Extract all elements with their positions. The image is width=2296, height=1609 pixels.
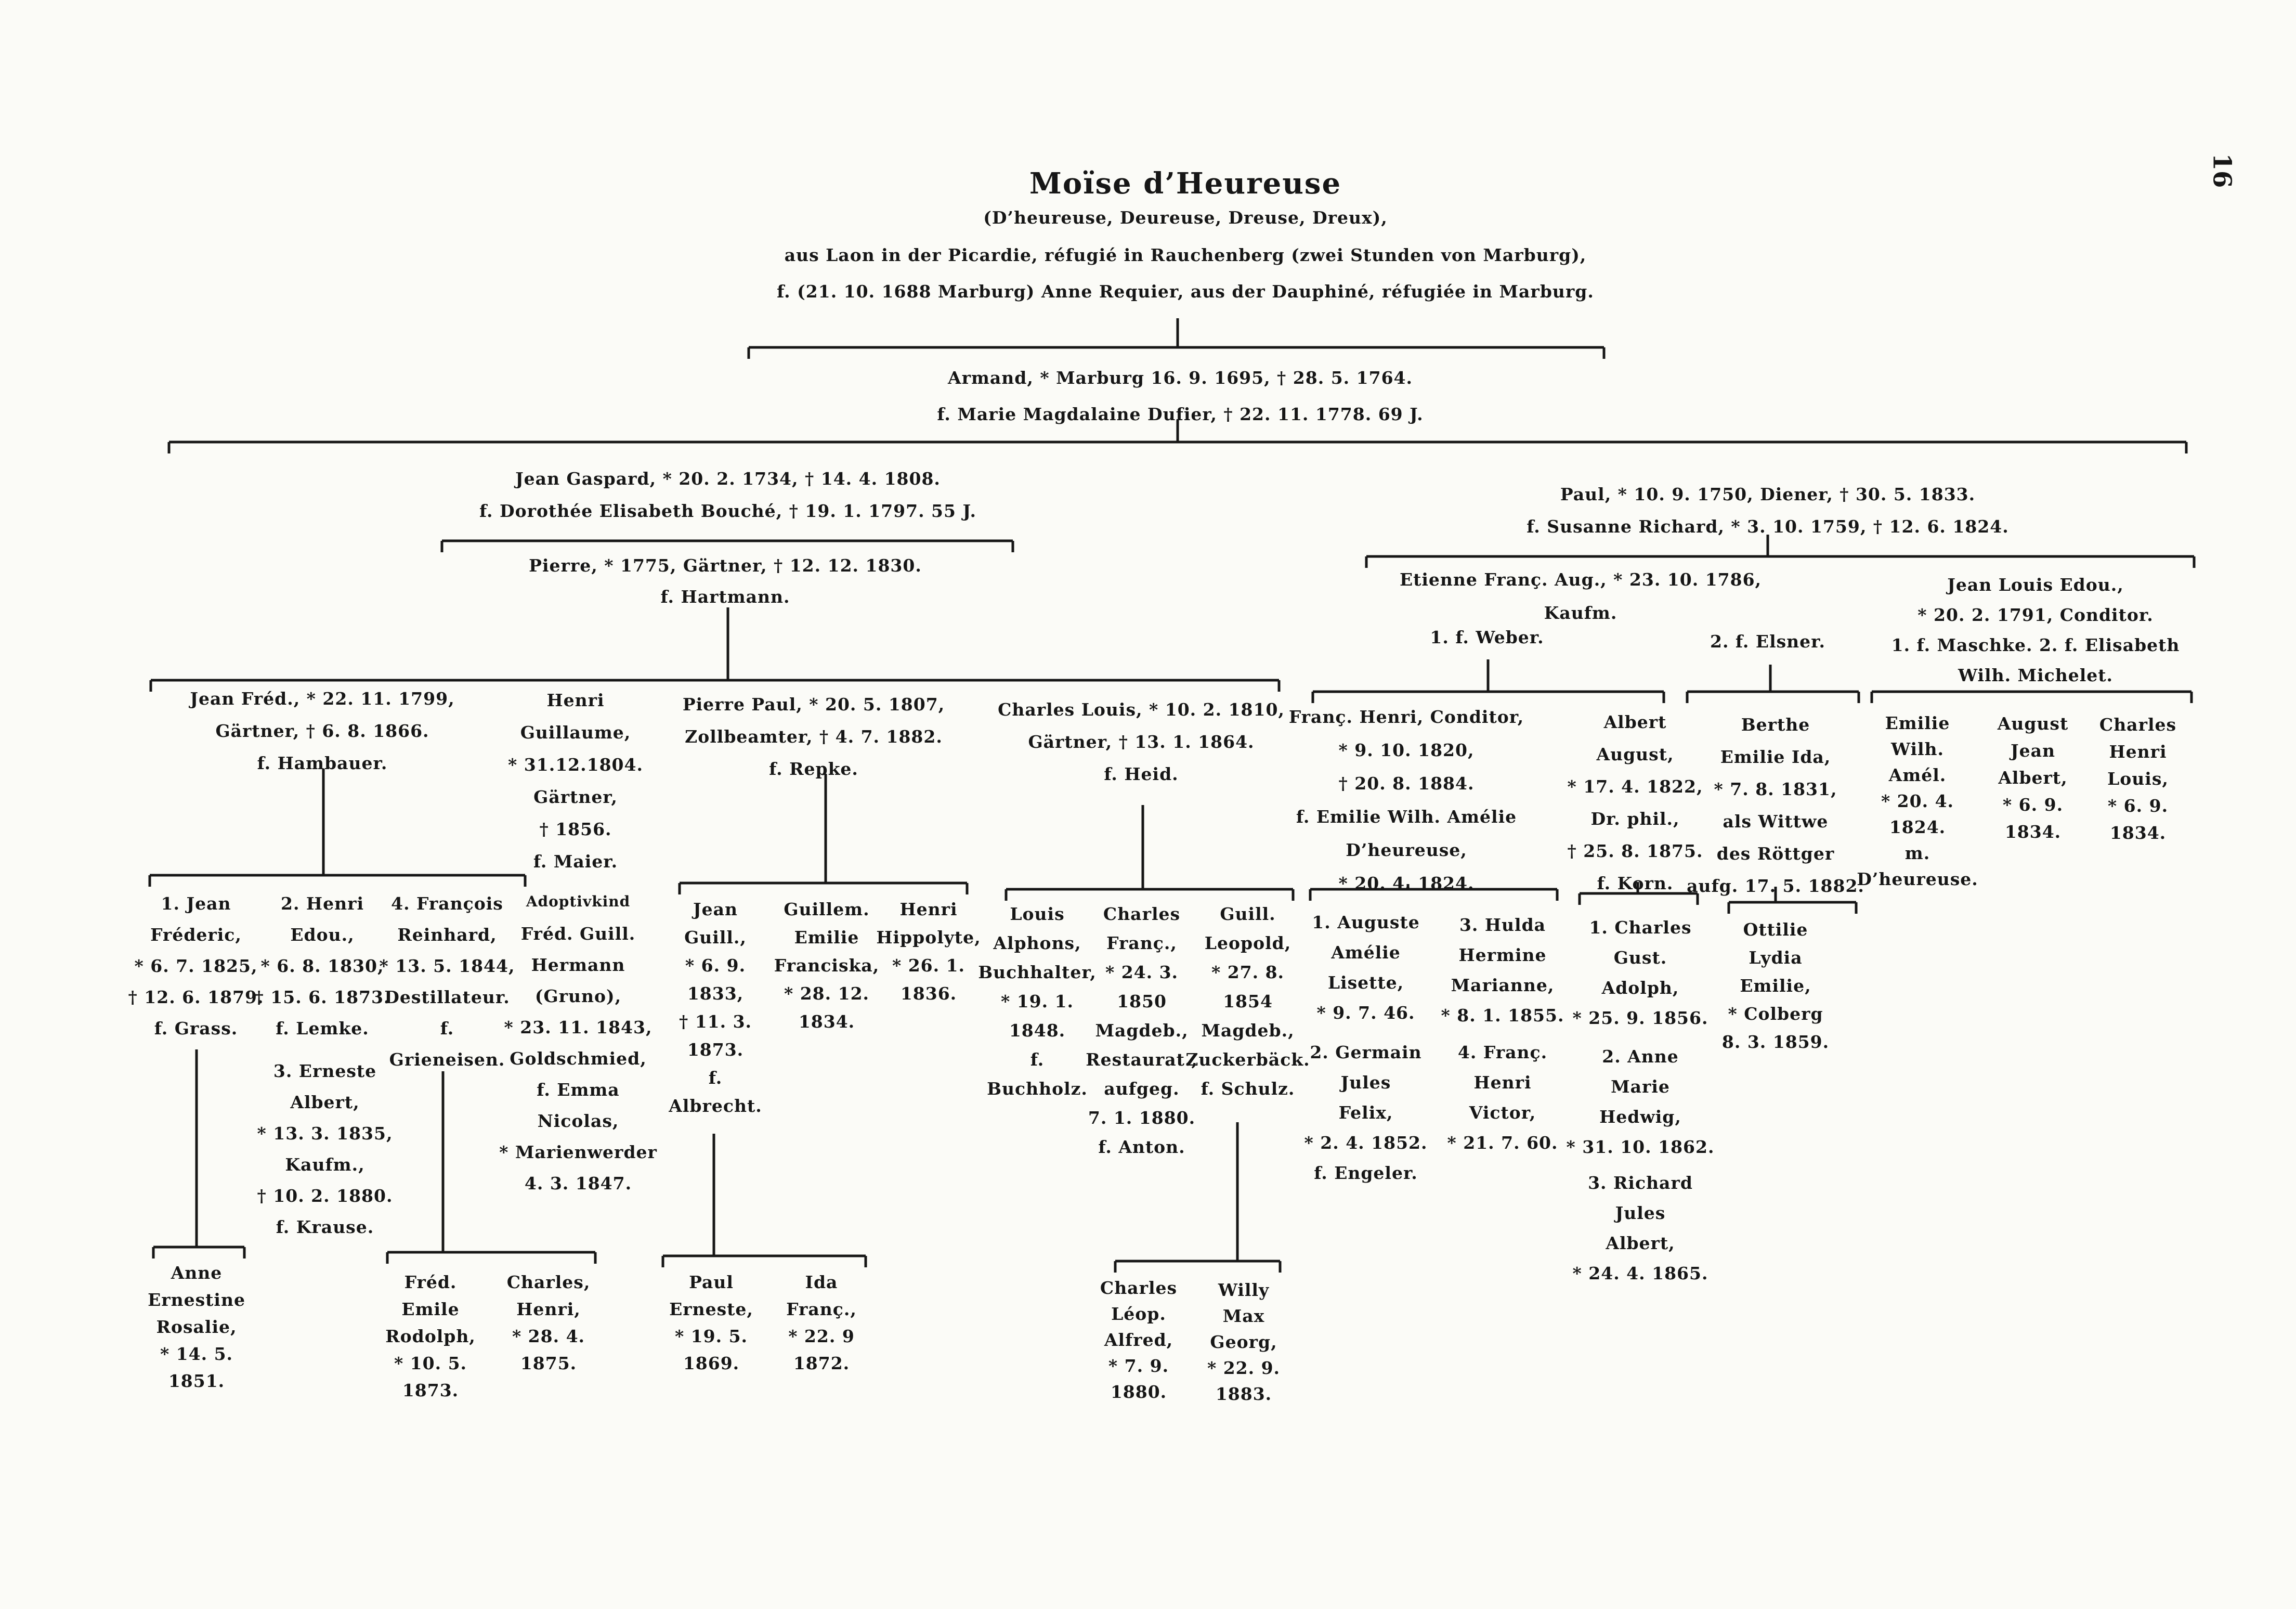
text-line: D’heureuse.	[1857, 869, 1978, 889]
text-line: f. Repke.	[769, 759, 858, 779]
text-line: Reinhard,	[397, 925, 497, 945]
etienne-first-wife: 1. f. Weber.	[1430, 627, 1544, 647]
text-line: 3. Erneste	[273, 1061, 377, 1081]
text-line: Max	[1222, 1306, 1265, 1326]
text-line: Kaufm.,	[285, 1154, 365, 1175]
text-line: Dr. phil.,	[1590, 809, 1680, 829]
person-jean-frederic	[128, 888, 264, 1044]
text-line: f. Emma	[537, 1080, 620, 1100]
text-line: 1850	[1117, 991, 1167, 1011]
text-line: Albrecht.	[669, 1096, 762, 1116]
person-guillem-emilie	[774, 896, 880, 1036]
text-line: Lydia	[1749, 948, 1803, 968]
text-line: * 13. 5. 1844,	[379, 956, 515, 976]
page-number: 16	[2207, 153, 2237, 188]
text-line: aufgeg.	[1104, 1079, 1180, 1099]
person-francois-reinhard	[380, 888, 515, 1075]
text-line: Gärtner, † 13. 1. 1864.	[1028, 732, 1255, 752]
text-line: * 6. 9.	[2002, 795, 2064, 815]
text-line: † 11. 3.	[679, 1011, 752, 1032]
text-line: Charles	[2099, 715, 2177, 735]
text-line: (Gruno),	[534, 986, 622, 1006]
text-line: Jean Gaspard, * 20. 2. 1734, † 14. 4. 1808.	[515, 469, 941, 489]
text-line: Guill.,	[684, 927, 747, 948]
text-line: 1872.	[793, 1353, 850, 1373]
text-line: Guill.	[1220, 904, 1276, 924]
text-line: Ottilie	[1743, 919, 1808, 940]
text-line: * 22. 9.	[1207, 1358, 1281, 1378]
text-line: Franciska,	[774, 955, 880, 976]
text-line: * 10. 5.	[394, 1353, 467, 1373]
text-line: Wilh. Michelet.	[1958, 665, 2113, 685]
text-line: f. Hambauer.	[257, 753, 388, 773]
text-line: 2. Henri	[280, 893, 364, 914]
text-line: 1834.	[2004, 822, 2062, 842]
text-line: * 21. 7. 60.	[1447, 1133, 1558, 1153]
text-line: † 15. 6. 1873.	[254, 987, 390, 1007]
text-line: 3. Richard	[1588, 1173, 1693, 1193]
text-line: 1880.	[1110, 1382, 1167, 1402]
person-fred-guill-hermann	[499, 918, 657, 1199]
text-line: Albert,	[290, 1092, 360, 1112]
person-anne-ernestine	[148, 1260, 245, 1395]
text-line: 1873.	[687, 1040, 744, 1060]
person-auguste-amelie	[1312, 907, 1419, 1028]
etienne-second-wife: 2. f. Elsner.	[1710, 631, 1826, 652]
text-line: f. Maier.	[533, 851, 618, 872]
text-line: 4. 3. 1847.	[524, 1173, 632, 1193]
text-line: Edou.,	[290, 925, 355, 945]
person-charles-leop	[1100, 1275, 1177, 1405]
text-line: * 20. 4. 1824.	[1338, 873, 1475, 893]
text-line: Gärtner,	[533, 787, 618, 807]
text-line: Kaufm.	[1544, 603, 1617, 623]
person-henri-hippolyte	[876, 896, 981, 1008]
text-line: Marie	[1611, 1076, 1670, 1097]
person-willy-max	[1207, 1277, 1280, 1407]
text-line: f.	[1030, 1049, 1045, 1070]
text-line: Jean	[693, 899, 738, 919]
text-line: * 19. 1.	[1000, 991, 1074, 1011]
text-line: 1. Charles	[1589, 917, 1692, 938]
text-line: Henri	[899, 899, 958, 919]
text-line: Emilie Ida,	[1720, 747, 1831, 767]
text-line: † 12. 6. 1879.	[128, 987, 264, 1007]
text-line: Paul	[689, 1272, 734, 1292]
text-line: Léop.	[1111, 1304, 1166, 1324]
text-line: Guillaume,	[520, 722, 631, 743]
person-franc-henri-victor	[1447, 1037, 1558, 1158]
text-line: Jean Louis Edou.,	[1947, 575, 2124, 595]
text-line: * Marienwerder	[499, 1142, 657, 1162]
text-line: 1834.	[798, 1011, 855, 1032]
text-line: Restaurat.,	[1086, 1049, 1198, 1070]
person-ottilie	[1722, 916, 1829, 1056]
text-line: Louis,	[2107, 769, 2169, 789]
text-line: Henri	[2109, 742, 2167, 762]
text-line: Alphons,	[993, 933, 1081, 953]
text-line: Charles	[1103, 904, 1181, 924]
text-line: Marianne,	[1451, 975, 1555, 995]
text-line: f. Schulz.	[1201, 1079, 1295, 1099]
text-line: 1. f. Maschke. 2. f. Elisabeth	[1891, 635, 2180, 655]
person-jean-louis	[1891, 570, 2180, 691]
text-line: f. Dorothée Elisabeth Bouché, † 19. 1. 1797. 55 J.	[479, 501, 977, 521]
text-line: Hermine	[1458, 945, 1547, 965]
text-line: Hermann	[531, 955, 625, 975]
text-line: Wilh.	[1890, 739, 1945, 759]
text-line: Ida	[805, 1272, 838, 1292]
text-line: des Röttger	[1716, 844, 1835, 864]
text-line: Buchhalter,	[978, 962, 1097, 982]
text-line: 2. Anne	[1602, 1046, 1679, 1067]
text-line: Emilie	[1885, 713, 1950, 733]
text-line: Franç. Henri, Conditor,	[1288, 707, 1524, 727]
person-pierre-paul	[683, 689, 945, 785]
text-line: 1. Auguste	[1312, 912, 1420, 932]
text-line: Albert,	[1606, 1233, 1675, 1253]
text-line: 1836.	[900, 983, 957, 1004]
text-line: Rosalie,	[156, 1317, 237, 1337]
text-line: Goldschmied,	[510, 1048, 647, 1069]
text-line: Zollbeamter, † 4. 7. 1882.	[685, 726, 943, 747]
person-albert-august	[1568, 706, 1703, 900]
text-line: Henri	[546, 690, 605, 710]
text-line: Louis	[1010, 904, 1065, 924]
text-line: * 9. 10. 1820,	[1338, 740, 1475, 760]
text-line: * 26. 1.	[892, 955, 966, 976]
text-line: * 27. 8.	[1211, 962, 1285, 982]
person-armand	[937, 360, 1423, 433]
text-line: Grieneisen.	[389, 1049, 505, 1070]
text-line: Emilie	[794, 927, 859, 948]
text-line: 3. Hulda	[1459, 915, 1546, 935]
person-pierre	[529, 550, 922, 613]
text-line: Albert	[1603, 712, 1667, 732]
text-line: Victor,	[1469, 1102, 1536, 1123]
text-line: * 31. 10. 1862.	[1566, 1137, 1715, 1157]
root-name: Moïse d’Heureuse	[1029, 166, 1342, 201]
text-line: Hedwig,	[1599, 1107, 1681, 1127]
text-line: Franç.,	[786, 1299, 857, 1319]
text-line: * 7. 9.	[1108, 1356, 1169, 1376]
person-henri-edou	[255, 888, 390, 1044]
text-line: Emile	[401, 1299, 460, 1319]
text-line: * 6. 9.	[685, 955, 746, 976]
text-line: * 19. 5.	[674, 1326, 748, 1346]
text-line: * 31.12.1804.	[508, 755, 643, 775]
person-hulda-hermine	[1441, 910, 1564, 1031]
person-charles-gust	[1573, 913, 1708, 1033]
text-line: f. Marie Magdalaine Dufier, † 22. 11. 1778. 69 J.	[937, 404, 1424, 424]
person-anne-marie	[1567, 1042, 1715, 1162]
adoptivkind-label: Adoptivkind	[526, 893, 631, 910]
text-line: Henri	[1473, 1072, 1532, 1093]
text-line: Paul, * 10. 9. 1750, Diener, † 30. 5. 1833.	[1560, 484, 1976, 504]
text-line: f. Heid.	[1104, 764, 1179, 784]
text-line: † 10. 2. 1880.	[257, 1186, 393, 1206]
text-line: Ernestine	[148, 1290, 245, 1310]
text-line: aufg. 17. 5. 1882.	[1687, 876, 1864, 896]
text-line: 4. Franç.	[1457, 1042, 1548, 1062]
text-line: Magdeb.,	[1095, 1020, 1189, 1041]
person-paul	[1527, 478, 2008, 543]
text-line: Etienne Franç. Aug., * 23. 10. 1786,	[1399, 569, 1762, 590]
text-line: * 20. 4.	[1881, 791, 1954, 811]
text-line: Albert,	[1998, 768, 2068, 788]
text-line: Lisette,	[1327, 972, 1404, 993]
text-line: Gärtner, † 6. 8. 1866.	[215, 721, 429, 741]
text-line: Amél.	[1888, 765, 1947, 785]
text-line: Henri,	[516, 1299, 581, 1319]
text-line: Pierre, * 1775, Gärtner, † 12. 12. 1830.	[529, 555, 922, 576]
person-charles-franc	[1086, 900, 1198, 1162]
text-line: * 28. 4.	[512, 1326, 585, 1346]
text-line: Nicolas,	[537, 1111, 619, 1131]
text-line: 1824.	[1889, 817, 1946, 837]
text-line: als Wittwe	[1723, 811, 1829, 832]
text-line: Rodolph,	[385, 1326, 476, 1346]
text-line: † 1856.	[539, 819, 612, 839]
person-germain-jules	[1304, 1037, 1428, 1188]
text-line: 1851.	[168, 1371, 225, 1391]
text-line: f. Engeler.	[1314, 1163, 1418, 1183]
person-jean-guill	[669, 896, 762, 1120]
text-line: Anne	[171, 1263, 223, 1283]
text-line: Gust.	[1613, 948, 1667, 968]
text-line: f.	[440, 1018, 454, 1039]
text-line: Charles,	[506, 1272, 591, 1292]
text-line: Magdeb.,	[1201, 1020, 1295, 1041]
text-line: * 25. 9. 1856.	[1572, 1008, 1708, 1028]
text-line: Leopold,	[1204, 933, 1292, 953]
text-line: Armand, * Marburg 16. 9. 1695, † 28. 5. 1764.	[948, 368, 1413, 388]
text-line: Charles Louis, * 10. 2. 1810,	[998, 699, 1285, 720]
person-louis-alphons	[978, 900, 1097, 1104]
text-line: * 7. 8. 1831,	[1714, 779, 1837, 799]
person-ida-franc	[786, 1269, 857, 1377]
text-line: Berthe	[1741, 715, 1810, 735]
text-line: * 6. 7. 1825,	[134, 956, 258, 976]
text-line: * 9. 7. 46.	[1316, 1003, 1415, 1023]
text-line: f.	[708, 1068, 723, 1088]
text-line: * 28. 12.	[784, 983, 870, 1004]
text-line: 1883.	[1215, 1384, 1272, 1404]
text-line: 8. 3. 1859.	[1721, 1032, 1830, 1052]
text-line: Jules	[1615, 1203, 1666, 1223]
text-line: * 14. 5.	[160, 1344, 233, 1364]
text-line: * 8. 1. 1855.	[1441, 1005, 1564, 1026]
text-line: Alfred,	[1104, 1330, 1173, 1350]
text-line: Adolph,	[1601, 978, 1679, 998]
person-charles-henri-louis	[2099, 711, 2176, 847]
text-line: f. Emilie Wilh. Amélie	[1296, 807, 1517, 827]
text-line: Fréd. Guill.	[520, 924, 636, 944]
text-line: Destillateur.	[384, 987, 510, 1007]
person-richard-jules	[1573, 1168, 1708, 1289]
text-line: Jules	[1340, 1072, 1391, 1093]
text-line: f. Hartmann.	[660, 587, 790, 607]
text-line: 1869.	[683, 1353, 740, 1373]
text-line: Amélie	[1331, 942, 1401, 963]
text-line: * 24. 3.	[1105, 962, 1179, 982]
person-henri-guillaume	[508, 684, 643, 878]
text-line: 1854	[1223, 991, 1273, 1011]
person-august-jean	[1998, 710, 2069, 846]
text-line: Emilie,	[1740, 976, 1811, 996]
text-line: * 17. 4. 1822,	[1567, 776, 1703, 797]
person-paul-erneste	[669, 1269, 753, 1377]
text-line: f. Grass.	[154, 1018, 238, 1039]
text-line: 1875.	[520, 1353, 577, 1373]
person-erneste-albert	[257, 1056, 393, 1243]
person-fred-emile	[385, 1269, 476, 1404]
text-line: f. Susanne Richard, * 3. 10. 1759, † 12. 6. 1824.	[1527, 516, 2009, 537]
text-line: * 2. 4. 1852.	[1304, 1133, 1428, 1153]
text-line: D’heureuse,	[1346, 840, 1467, 860]
text-line: Fréderic,	[150, 925, 242, 945]
text-line: f. Krause.	[276, 1217, 374, 1237]
text-line: 1. Jean	[161, 893, 231, 914]
text-line: * 22. 9	[788, 1326, 855, 1346]
text-line: Willy	[1218, 1280, 1270, 1300]
person-etienne	[1400, 563, 1762, 630]
root-origin: aus Laon in der Picardie, réfugié in Rauchenberg (zwei Stunden von Marburg),	[784, 245, 1587, 265]
text-line: * 24. 4. 1865.	[1572, 1263, 1708, 1283]
text-line: m.	[1904, 843, 1930, 863]
text-line: Jean	[2011, 741, 2055, 761]
text-line: 2. Germain	[1310, 1042, 1422, 1062]
text-line: f. Korn.	[1597, 873, 1674, 893]
text-line: † 25. 8. 1875.	[1567, 841, 1703, 861]
text-line: 7. 1. 1880.	[1088, 1108, 1196, 1128]
root-alt-names: (D’heureuse, Deureuse, Dreuse, Dreux),	[983, 207, 1388, 228]
text-line: * Colberg	[1728, 1004, 1823, 1024]
text-line: * 6. 9.	[2107, 796, 2169, 816]
text-line: Zuckerbäck.	[1185, 1049, 1310, 1070]
text-line: Guillem.	[784, 899, 870, 919]
text-line: * 13. 3. 1835,	[257, 1123, 393, 1144]
text-line: * 23. 11. 1843,	[504, 1017, 653, 1037]
text-line: Pierre Paul, * 20. 5. 1807,	[682, 694, 945, 715]
text-line: 4. François	[391, 893, 503, 914]
text-line: Franç.,	[1106, 933, 1177, 953]
text-line: Erneste,	[669, 1299, 753, 1319]
text-line: † 20. 8. 1884.	[1338, 773, 1475, 794]
text-line: Jean Fréd., * 22. 11. 1799,	[190, 689, 455, 709]
text-line: Charles	[1100, 1278, 1178, 1298]
person-emilie-wilh	[1857, 710, 1978, 892]
text-line: * 6. 8. 1830,	[260, 956, 384, 976]
text-line: 1873.	[402, 1380, 459, 1400]
person-jean-gaspard	[479, 463, 976, 527]
person-jean-fred	[190, 683, 454, 780]
text-line: 1833,	[687, 983, 744, 1004]
person-charles-louis	[998, 694, 1285, 790]
text-line: Georg,	[1210, 1332, 1277, 1352]
text-line: f. Anton.	[1098, 1137, 1185, 1157]
text-line: Buchholz.	[987, 1079, 1088, 1099]
person-charles-henri	[507, 1269, 591, 1377]
text-line: 1848.	[1009, 1020, 1066, 1041]
text-line: August	[1997, 713, 2069, 734]
text-line: * 20. 2. 1791, Conditor.	[1917, 605, 2154, 625]
text-line: f. Lemke.	[276, 1018, 369, 1039]
text-line: 1834.	[2109, 823, 2167, 843]
text-line: August,	[1596, 744, 1674, 764]
text-line: Fréd.	[404, 1272, 457, 1292]
person-berthe	[1687, 709, 1864, 902]
text-line: Hippolyte,	[876, 927, 981, 948]
root-spouse: f. (21. 10. 1688 Marburg) Anne Requier, aus der Dauphiné, réfugiée in Marburg.	[777, 281, 1594, 302]
text-line: Felix,	[1338, 1102, 1393, 1123]
person-guill-leopold	[1185, 900, 1310, 1104]
person-franc-henri	[1289, 700, 1524, 900]
